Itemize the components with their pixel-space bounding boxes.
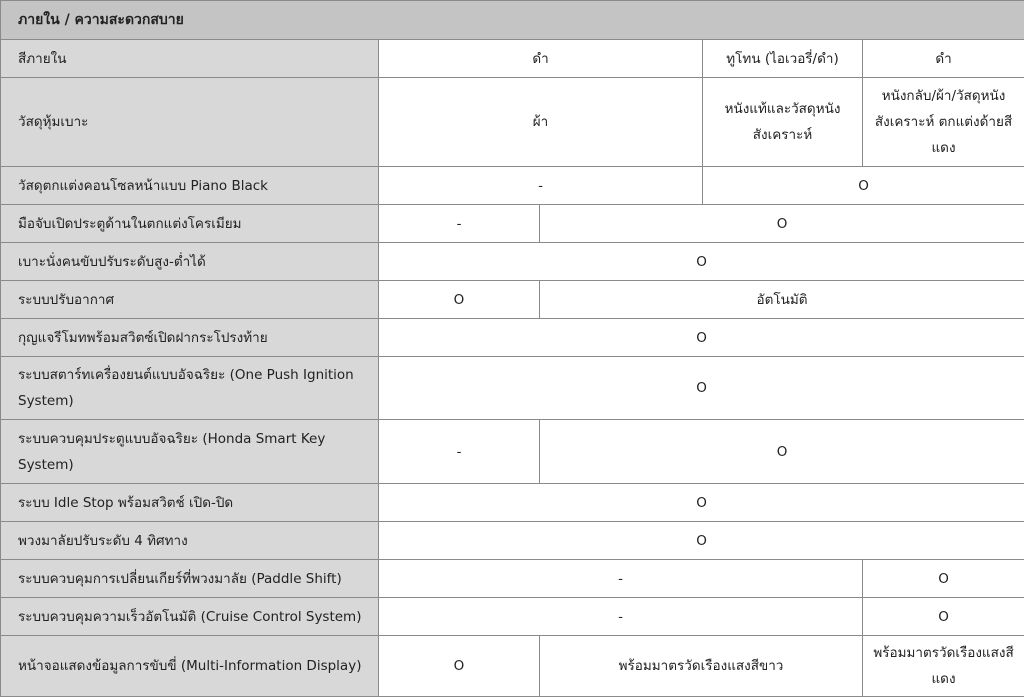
row-label: ระบบควบคุมความเร็วอัตโนมัติ (Cruise Control System)	[1, 598, 379, 636]
table-row	[1, 40, 1024, 78]
row-label: หน้าจอแสดงข้อมูลการขับขี่ (Multi-Information Display)	[1, 636, 379, 697]
table-row	[1, 205, 1024, 243]
table-row	[1, 522, 1024, 560]
table-row	[1, 78, 1024, 167]
row-label: พวงมาลัยปรับระดับ 4 ทิศทาง	[1, 522, 379, 560]
cell-value: พร้อมมาตรวัดเรืองแสงสีขาว	[540, 636, 863, 697]
row-label: ระบบ Idle Stop พร้อมสวิตช์ เปิด-ปิด	[1, 484, 379, 522]
cell-value: -	[379, 560, 863, 598]
row-label: ระบบปรับอากาศ	[1, 281, 379, 319]
row-label: วัสดุหุ้มเบาะ	[1, 78, 379, 167]
cell-value: อัตโนมัติ	[540, 281, 1024, 319]
cell-value: O	[379, 319, 1024, 357]
cell-value: O	[540, 205, 1024, 243]
table-row	[1, 281, 1024, 319]
cell-value: หนังแท้และวัสดุหนังสังเคราะห์	[703, 78, 863, 167]
table-row	[1, 560, 1024, 598]
table-row	[1, 598, 1024, 636]
row-label: ระบบควบคุมประตูแบบอัจฉริยะ (Honda Smart Key System)	[1, 420, 379, 484]
table-row	[1, 357, 1024, 420]
cell-value: -	[379, 205, 540, 243]
row-label: เบาะนั่งคนขับปรับระดับสูง-ต่ำได้	[1, 243, 379, 281]
section-header-row	[1, 1, 1024, 40]
table-row	[1, 167, 1024, 205]
row-label: ระบบควบคุมการเปลี่ยนเกียร์ที่พวงมาลัย (Paddle Shift)	[1, 560, 379, 598]
table-row	[1, 319, 1024, 357]
row-label: มือจับเปิดประตูด้านในตกแต่งโครเมียม	[1, 205, 379, 243]
cell-value: O	[379, 243, 1024, 281]
table-row	[1, 636, 1024, 697]
cell-value: O	[540, 420, 1024, 484]
cell-value: O	[379, 484, 1024, 522]
cell-value: -	[379, 420, 540, 484]
cell-value: -	[379, 598, 863, 636]
cell-value: O	[703, 167, 1024, 205]
cell-value: O	[379, 281, 540, 319]
table-row	[1, 484, 1024, 522]
cell-value: O	[863, 598, 1024, 636]
row-label: สีภายใน	[1, 40, 379, 78]
cell-value: ดำ	[379, 40, 703, 78]
row-label: กุญแจรีโมทพร้อมสวิตซ์เปิดฝากระโปรงท้าย	[1, 319, 379, 357]
cell-value: -	[379, 167, 703, 205]
cell-value: O	[379, 636, 540, 697]
table-row	[1, 420, 1024, 484]
cell-value: O	[379, 357, 1024, 420]
cell-value: หนังกลับ/ผ้า/วัสดุหนังสังเคราะห์ ตกแต่งด้ายสีแดง	[863, 78, 1024, 167]
cell-value: ทูโทน (ไอเวอรี่/ดำ)	[703, 40, 863, 78]
cell-value: ดำ	[863, 40, 1024, 78]
cell-value: ผ้า	[379, 78, 703, 167]
cell-value: พร้อมมาตรวัดเรืองแสงสีแดง	[863, 636, 1024, 697]
section-title: ภายใน / ความสะดวกสบาย	[1, 1, 1024, 40]
table-row	[1, 243, 1024, 281]
cell-value: O	[379, 522, 1024, 560]
cell-value: O	[863, 560, 1024, 598]
row-label: วัสดุตกแต่งคอนโซลหน้าแบบ Piano Black	[1, 167, 379, 205]
row-label: ระบบสตาร์ทเครื่องยนต์แบบอัจฉริยะ (One Push Ignition System)	[1, 357, 379, 420]
